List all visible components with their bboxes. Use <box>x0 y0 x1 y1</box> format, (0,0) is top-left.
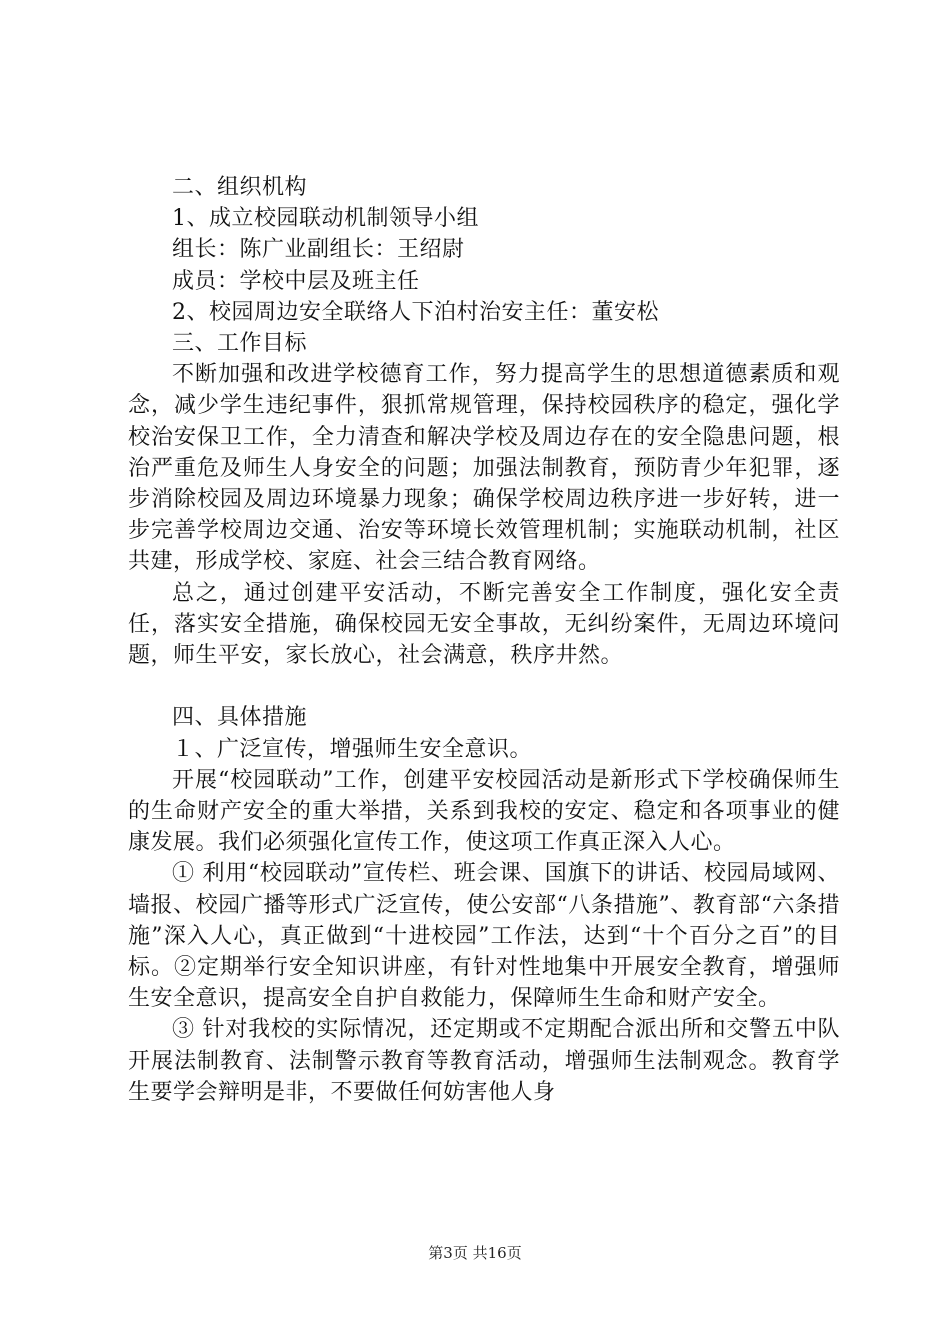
paragraph: ③ 针对我校的实际情况，还定期或不定期配合派出所和交警五中队开展法制教育、法制警示教育等教育活动，增强师生法制观念。教育学生要学会辩明是非，不要做任何妨害他人身 <box>128 1017 840 1105</box>
text-line: 成员：学校中层及班主任 <box>172 268 420 294</box>
text-line: 组长：陈广业副组长：王绍尉 <box>172 237 465 263</box>
paragraph: 不断加强和改进学校德育工作，努力提高学生的思想道德素质和观念，减少学生违纪事件，狠抓常规管理，保持校园秩序的稳定，强化学校治安保卫工作，全力清查和解决学校及周边存在的安全隐患问题，根治严重危及师生人身安全的问题；加强法制教育，预防青少年犯罪，逐步消除校园及周边环境暴力现象；确保学校周边秩序进一步好转，进一步完善学校周边交通、治安等环境长效管理机制；实施联动机制，社区共建，形成学校、家庭、社会三结合教育网络。 <box>128 362 840 575</box>
page-number-footer: 第3页 共16页 <box>428 1244 522 1262</box>
list-item: 2、校园周边安全联络人下泊村治安主任：董安松 <box>172 299 659 325</box>
paragraph-gap <box>128 671 840 702</box>
document-body <box>128 172 840 1108</box>
section-heading: 二、组织机构 <box>172 175 308 200</box>
paragraph: 开展“校园联动”工作，创建平安校园活动是新形式下学校确保师生的生命财产安全的重大举措，关系到我校的安定、稳定和各项事业的健康发展。我们必须强化宣传工作，使这项工作真正深入人心。 <box>128 767 840 856</box>
list-item: １、广泛宣传，增强师生安全意识。 <box>172 736 533 762</box>
paragraph: 总之，通过创建平安活动，不断完善安全工作制度，强化安全责任，落实安全措施，确保校园无安全事故，无纠纷案件，无周边环境问题，师生平安，家长放心，社会满意，秩序井然。 <box>128 580 840 668</box>
paragraph: ① 利用“校园联动”宣传栏、班会课、国旗下的讲话、校园局域网、墙报、校园广播等形式广泛宣传，使公安部“八条措施”、教育部“六条措施”深入人心，真正做到“十进校园”工作法，达到“十个百分之百”的目标。②定期举行安全知识讲座，有针对性地集中开展安全教育，增强师生安全意识，提高安全自护自救能力，保障师生生命和财产安全。 <box>128 861 840 1012</box>
section-heading: 四、具体措施 <box>172 705 308 731</box>
list-item: 1、成立校园联动机制领导小组 <box>172 206 479 232</box>
section-heading: 三、工作目标 <box>172 330 308 356</box>
